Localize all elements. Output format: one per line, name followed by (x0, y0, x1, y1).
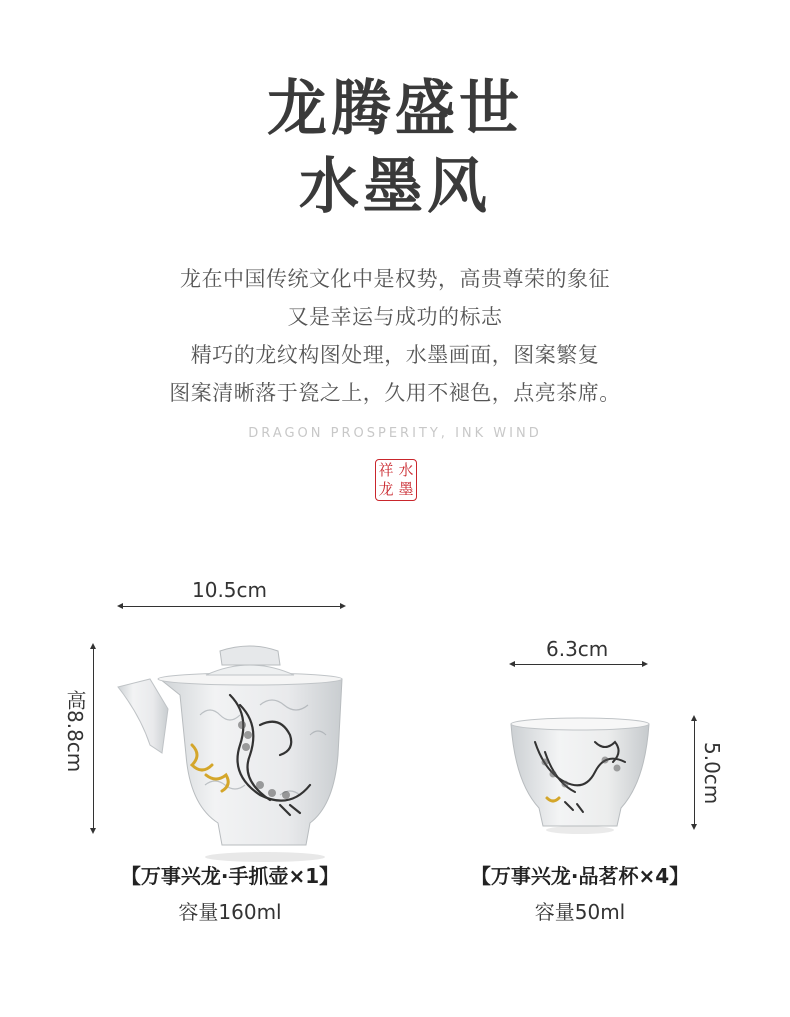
arrow-up-icon (90, 643, 96, 649)
cup-width-line (512, 664, 646, 665)
cup-height-line (694, 718, 695, 828)
arrow-right-icon (642, 661, 648, 667)
pitcher-width-line (120, 606, 344, 607)
seal-char: 祥 (378, 461, 394, 479)
description-line: 图案清晰落于瓷之上，久用不褪色，点亮茶席。 (169, 381, 621, 405)
seal-char: 龙 (378, 480, 394, 498)
arrow-right-icon (340, 603, 346, 609)
cup-height-label: 5.0cm (700, 742, 724, 805)
pitcher-height-line (93, 646, 94, 832)
cup-product-name: 【万事兴龙·品茗杯×4】 (470, 864, 690, 888)
pitcher-width-label: 10.5cm (192, 578, 268, 602)
page-title-line-2: 水墨风 (299, 152, 491, 222)
pitcher-height-label: 高8.8cm (63, 690, 87, 773)
arrow-left-icon (117, 603, 123, 609)
cup-capacity: 容量50ml (534, 900, 626, 924)
description-line: 龙在中国传统文化中是权势，高贵尊荣的象征 (180, 267, 610, 291)
gaiwan-pitcher-image (110, 635, 360, 865)
arrow-down-icon (90, 828, 96, 834)
arrow-down-icon (691, 824, 697, 830)
description-line: 又是幸运与成功的标志 (287, 305, 503, 329)
tea-cup-image (505, 712, 655, 837)
pitcher-capacity: 容量160ml (178, 900, 282, 924)
seal-char: 墨 (398, 480, 414, 498)
arrow-left-icon (509, 661, 515, 667)
english-subtitle: DRAGON PROSPERITY, INK WIND (248, 426, 542, 441)
description (0, 260, 790, 412)
description-line: 精巧的龙纹构图处理，水墨画面，图案繁复 (190, 343, 600, 367)
cup-width-label: 6.3cm (546, 637, 609, 661)
red-seal-stamp (375, 459, 417, 501)
pitcher-product-name: 【万事兴龙·手抓壶×1】 (120, 864, 340, 888)
page-title-line-1: 龙腾盛世 (267, 74, 523, 144)
arrow-up-icon (691, 715, 697, 721)
seal-char: 水 (398, 461, 414, 479)
